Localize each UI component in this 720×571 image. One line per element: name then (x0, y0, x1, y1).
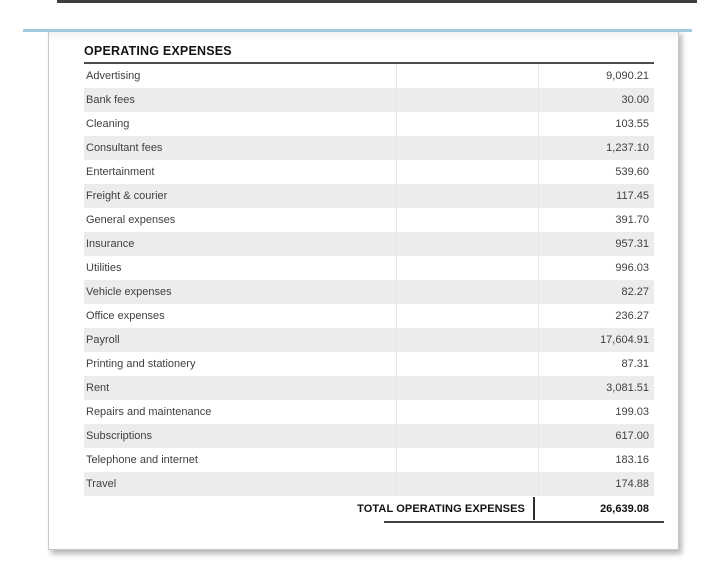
row-label: Office expenses (86, 310, 165, 322)
table-row (84, 304, 654, 328)
row-amount: 199.03 (615, 406, 649, 418)
row-amount: 87.31 (621, 358, 649, 370)
report-card (48, 30, 679, 550)
table-row (84, 472, 654, 496)
row-label: Entertainment (86, 166, 155, 178)
table-row (84, 424, 654, 448)
table-row (84, 112, 654, 136)
row-label: Insurance (86, 238, 135, 250)
row-label: Cleaning (86, 118, 130, 130)
row-amount: 117.45 (616, 190, 649, 202)
row-label: Telephone and internet (86, 454, 198, 466)
row-label: Repairs and maintenance (86, 406, 212, 418)
row-label: Printing and stationery (86, 358, 196, 370)
table-row (84, 232, 654, 256)
row-amount: 82.27 (621, 286, 649, 298)
row-label: Payroll (86, 334, 120, 346)
row-label: Advertising (86, 70, 141, 82)
table-row (84, 376, 654, 400)
table-row (84, 184, 654, 208)
table-row (84, 400, 654, 424)
table-row (84, 88, 654, 112)
table-row (84, 160, 654, 184)
table-row (84, 328, 654, 352)
row-label: Vehicle expenses (86, 286, 172, 298)
section-title: OPERATING EXPENSES (84, 44, 232, 58)
row-label: Freight & courier (86, 190, 168, 202)
window-top-edge-line (57, 0, 697, 3)
report-card-inner (84, 44, 654, 523)
row-label: Consultant fees (86, 142, 163, 154)
table-row (84, 256, 654, 280)
row-amount: 391.70 (615, 214, 649, 226)
row-amount: 617.00 (615, 430, 649, 442)
row-amount: 996.03 (615, 262, 649, 274)
table-row (84, 448, 654, 472)
expenses-rows (84, 64, 654, 496)
row-amount: 539.60 (615, 166, 649, 178)
row-label: Utilities (86, 262, 122, 274)
row-amount: 183.16 (615, 454, 649, 466)
row-amount: 174.88 (615, 478, 649, 490)
total-amount: 26,639.08 (600, 502, 649, 515)
row-amount: 9,090.21 (606, 70, 649, 82)
row-amount: 236.27 (615, 310, 649, 322)
table-row (84, 64, 654, 88)
table-row (84, 136, 654, 160)
row-label: Rent (86, 382, 110, 394)
total-label: TOTAL OPERATING EXPENSES (357, 502, 525, 515)
row-amount: 3,081.51 (606, 382, 649, 394)
row-amount: 103.55 (615, 118, 649, 130)
row-amount: 17,604.91 (600, 334, 649, 346)
row-label: General expenses (86, 214, 176, 226)
accent-line (23, 29, 692, 32)
row-amount: 1,237.10 (606, 142, 649, 154)
row-label: Subscriptions (86, 430, 153, 442)
table-row (84, 280, 654, 304)
table-row (84, 352, 654, 376)
total-row (84, 496, 654, 521)
row-amount: 957.31 (615, 238, 649, 250)
row-label: Bank fees (86, 94, 135, 106)
table-row (84, 208, 654, 232)
row-label: Travel (86, 478, 117, 490)
row-amount: 30.00 (621, 94, 649, 106)
total-underline (384, 521, 664, 523)
